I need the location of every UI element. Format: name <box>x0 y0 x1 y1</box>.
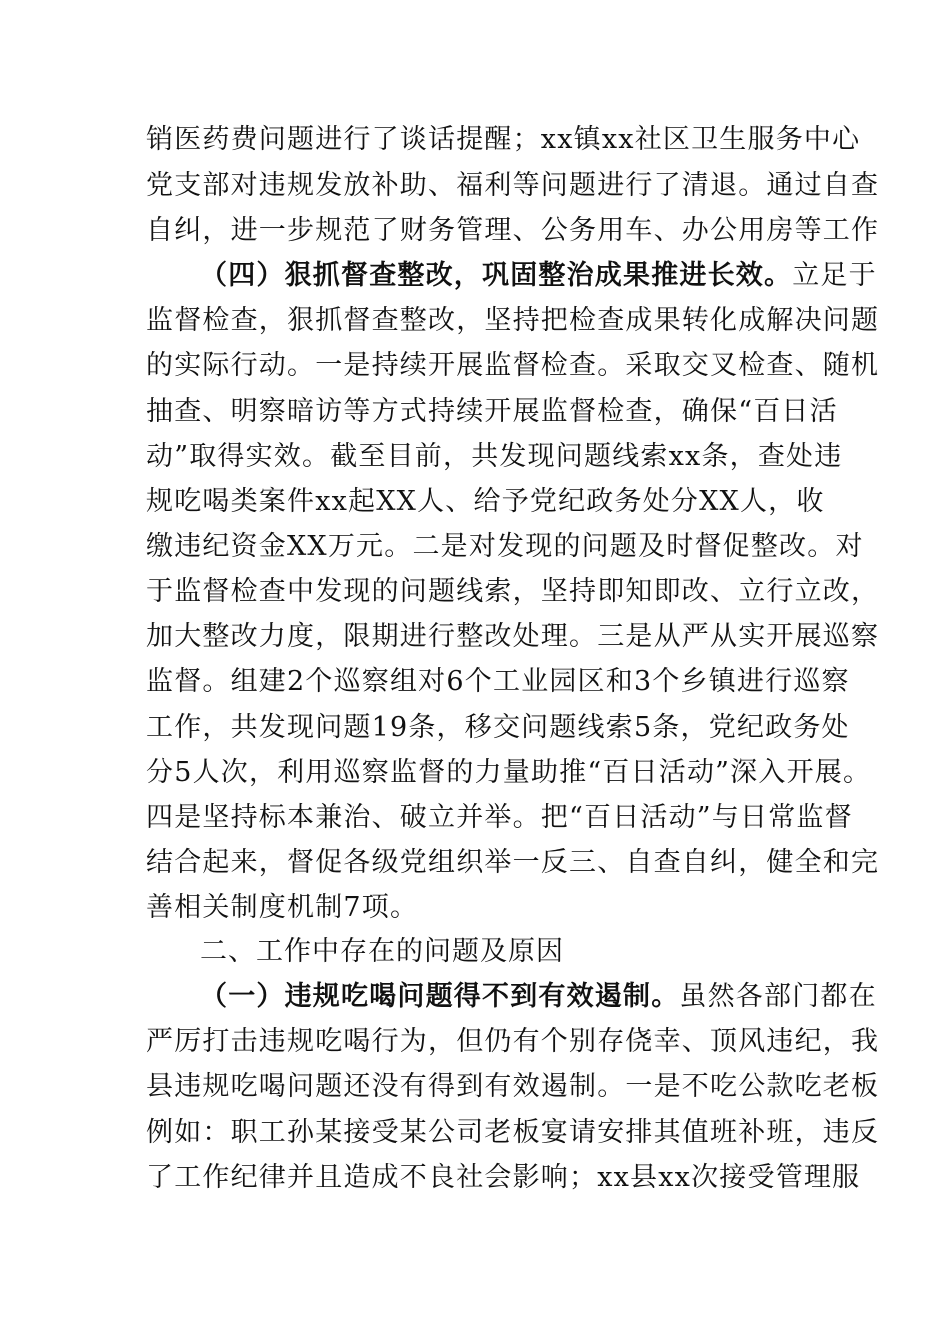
text-line: 于监督检查中发现的问题线索，坚持即知即改、立行立改， <box>146 576 880 607</box>
text-line: 分5人次，利用巡察监督的力量助推“百日活动”深入开展。 <box>146 757 872 788</box>
text-line: 例如：职工孙某接受某公司老板宴请安排其值班补班，违反 <box>146 1117 880 1148</box>
section-title: 二、工作中存在的问题及原因 <box>200 936 564 967</box>
text-line: 四是坚持标本兼治、破立并举。把“百日活动”与日常监督 <box>146 802 853 833</box>
section-4-paragraph-start <box>200 253 877 299</box>
subsection-1-heading: （一）违规吃喝问题得不到有效遏制。 <box>200 981 680 1012</box>
text-line: 结合起来，督促各级党组织举一反三、自查自纠，健全和完 <box>146 847 880 878</box>
subsection-1-paragraph-start <box>200 974 877 1020</box>
text-line: 监督检查，狠抓督查整改，坚持把检查成果转化成解决问题 <box>146 305 880 336</box>
text-line: 动”取得实效。截至目前，共发现问题线索xx条，查处违 <box>146 441 843 472</box>
text-line: 了工作纪律并且造成不良社会影响；xx县xx次接受管理服 <box>146 1162 861 1193</box>
text-line: 销医药费问题进行了谈话提醒；xx镇xx社区卫生服务中心 <box>146 124 861 155</box>
text-line: 自纠，进一步规范了财务管理、公务用车、办公用房等工作 <box>146 215 880 246</box>
text-line: 严厉打击违规吃喝行为，但仍有个别存侥幸、顶风违纪，我 <box>146 1026 880 1057</box>
text-line: 党支部对违规发放补助、福利等问题进行了清退。通过自查 <box>146 170 880 201</box>
text-line: 规吃喝类案件xx起XX人、给予党纪政务处分XX人，收 <box>146 486 825 517</box>
text-line: 抽查、明察暗访等方式持续开展监督检查，确保“百日活 <box>146 396 838 427</box>
subsection-1-text: 虽然各部门都在 <box>679 981 877 1012</box>
text-line: 监督。组建2个巡察组对6个工业园区和3个乡镇进行巡察 <box>146 666 850 697</box>
text-line: 的实际行动。一是持续开展监督检查。采取交叉检查、随机 <box>146 350 880 381</box>
text-line: 县违规吃喝问题还没有得到有效遏制。一是不吃公款吃老板 <box>146 1071 880 1102</box>
text-line: 善相关制度机制7项。 <box>146 892 419 923</box>
section-4-text: 立足于 <box>792 260 877 291</box>
text-line: 加大整改力度，限期进行整改处理。三是从严从实开展巡察 <box>146 621 880 652</box>
section-4-heading: （四）狠抓督查整改，巩固整治成果推进长效。 <box>200 260 793 291</box>
text-line: 工作，共发现问题19条，移交问题线索5条，党纪政务处 <box>146 712 850 743</box>
text-line: 缴违纪资金XX万元。二是对发现的问题及时督促整改。对 <box>146 531 864 562</box>
